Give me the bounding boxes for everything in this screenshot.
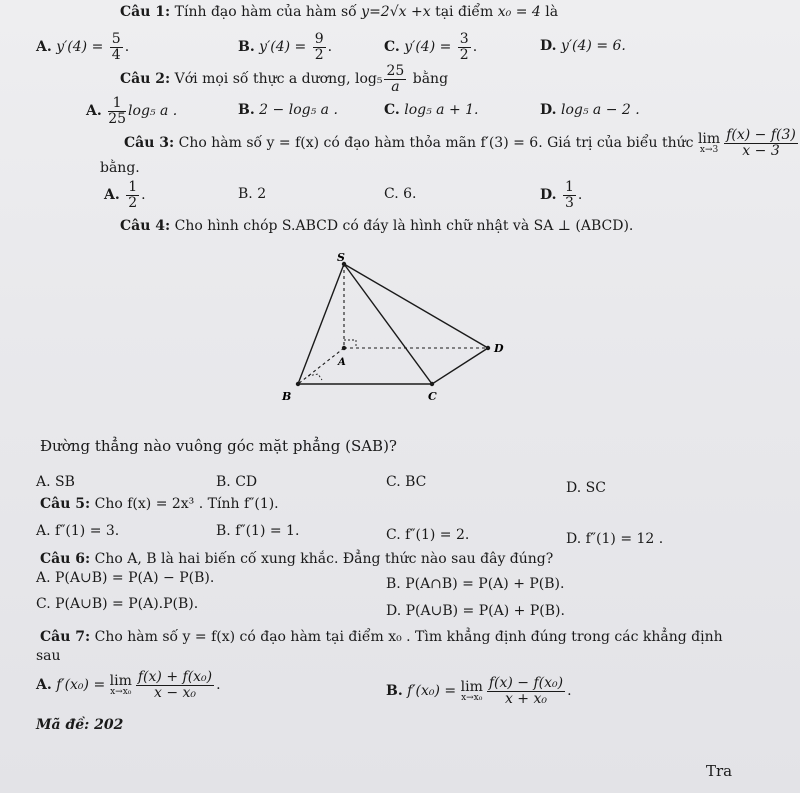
q4-option-c-text: C. BC bbox=[386, 474, 427, 490]
q5-option-c bbox=[386, 527, 469, 543]
vertex-B bbox=[296, 382, 300, 386]
q3-option-a-letter: A. bbox=[104, 187, 120, 204]
q1-option-b: B. y′(4) = $\frac{9}{2}$ . bbox=[238, 31, 333, 63]
q6-option-c-text: C. P(A∪B) = P(A).P(B). bbox=[36, 596, 199, 612]
q6-stem bbox=[40, 551, 553, 567]
vertex-A bbox=[342, 346, 346, 350]
q2-option-d-letter: D. bbox=[540, 102, 557, 118]
q4-question bbox=[40, 437, 397, 455]
q2-option-c-letter: C. bbox=[384, 102, 400, 118]
q4-label: Câu 4: bbox=[120, 218, 171, 234]
q2-option-b-letter: B. bbox=[238, 102, 255, 118]
q5-option-d bbox=[566, 531, 663, 547]
q4-option-d bbox=[566, 480, 606, 496]
q2-option-a-fraction: $\frac{1}{25}$ bbox=[108, 95, 127, 127]
q1-label: Câu 1: bbox=[120, 4, 171, 20]
q7-option-a-limit: lim x→x₀ bbox=[109, 672, 132, 697]
q6-option-d-text: D. P(A∪B) = P(A) + P(B). bbox=[386, 603, 565, 619]
label-A: A bbox=[338, 357, 346, 368]
q2-option-a bbox=[86, 96, 177, 126]
q1-option-a: A. y′(4) = $\frac{5}{4}$ . bbox=[36, 31, 130, 63]
q2-option-a-tail: log₅ a . bbox=[128, 103, 178, 120]
q6-option-d bbox=[386, 603, 565, 619]
q7-stem-text-2: sau bbox=[36, 648, 61, 664]
vertex-C bbox=[430, 382, 434, 386]
q7-option-b: B. f′(x₀) = lim x→x₀ $\frac{\text{f(x) − f(x₀)}}{\text{x + x₀}}$ . bbox=[386, 675, 572, 707]
q5-option-b-text: B. f″(1) = 1. bbox=[216, 523, 300, 539]
edge-SC bbox=[344, 264, 432, 384]
q1-stem-text-2: tại điểm bbox=[435, 4, 494, 20]
q3-stem bbox=[124, 128, 800, 158]
q2-fraction: $\frac{25}{a}$ bbox=[386, 63, 405, 95]
q7-stem-text: Cho hàm số y = f(x) có đạo hàm tại điểm x₀ . Tìm khẳng định đúng trong các khẳng định bbox=[94, 629, 723, 645]
vertex-D bbox=[486, 346, 490, 350]
q2-log: log₅ bbox=[354, 71, 383, 88]
pyramid-diagram bbox=[270, 252, 530, 412]
q2-option-b bbox=[238, 102, 338, 118]
exam-code: Mã đề: 202 bbox=[36, 717, 124, 733]
q3-option-d-fraction: $\frac{1}{3}$ bbox=[564, 179, 574, 211]
q2-option-b-text: 2 − log₅ a . bbox=[259, 102, 338, 118]
q7-option-b-fraction: $\frac{\text{f(x) − f(x₀)}}{\text{x + x₀}}$ bbox=[488, 675, 564, 707]
q5-stem bbox=[40, 496, 279, 512]
q1-option-c-letter: C. bbox=[384, 39, 400, 56]
q6-stem-text: Cho A, B là hai biến cố xung khắc. Đẳng thức nào sau đây đúng? bbox=[94, 551, 554, 567]
q3-fraction: $\frac{f(x) - f(3)}{x - 3}$ bbox=[726, 127, 796, 159]
q3-stem-continued bbox=[100, 160, 140, 176]
q1-option-b-text: y′(4) = bbox=[259, 39, 311, 56]
q2-stem-text: Với mọi số thực a dương, bbox=[174, 71, 351, 88]
q1-option-c-fraction: $\frac{3}{2}$ bbox=[459, 31, 469, 63]
q1-stem-text: Tính đạo hàm của hàm số bbox=[174, 4, 357, 20]
q1-option-c: C. y′(4) = $\frac{3}{2}$ . bbox=[384, 31, 478, 63]
q1-option-a-letter: A. bbox=[36, 39, 52, 56]
label-C: C bbox=[428, 390, 437, 403]
q3-limit: lim x→3 bbox=[697, 130, 721, 155]
edge-CD bbox=[432, 348, 488, 384]
q7-label: Câu 7: bbox=[40, 629, 91, 645]
q1-option-d bbox=[540, 38, 626, 54]
q5-option-a-text: A. f″(1) = 3. bbox=[36, 523, 120, 539]
q2-option-d bbox=[540, 102, 640, 118]
q7-option-a-pre: f′(x₀) = bbox=[56, 677, 106, 694]
q5-label: Câu 5: bbox=[40, 496, 91, 512]
q6-option-c bbox=[36, 596, 198, 612]
edge-SD bbox=[344, 264, 488, 348]
q4-option-d-text: D. SC bbox=[566, 480, 606, 496]
q2-stem bbox=[120, 64, 448, 94]
q4-question-text: Đường thẳng nào vuông góc mặt phẳng (SAB)? bbox=[40, 437, 397, 455]
q2-option-c-text: log₅ a + 1. bbox=[404, 102, 479, 118]
q6-option-b-text: B. P(A∩B) = P(A) + P(B). bbox=[386, 576, 565, 592]
q2-option-c bbox=[384, 102, 479, 118]
q7-option-a-letter: A. bbox=[36, 677, 52, 694]
q1-option-a-text: y′(4) = bbox=[56, 39, 108, 56]
q3-option-d: D. $\frac{1}{3}$ . bbox=[540, 179, 583, 211]
label-D: D bbox=[494, 342, 504, 355]
q4-option-b-text: B. CD bbox=[216, 474, 258, 490]
q1-option-c-text: y′(4) = bbox=[404, 39, 456, 56]
q4-stem bbox=[120, 218, 633, 234]
q6-option-a bbox=[36, 570, 214, 586]
q7-stem bbox=[40, 629, 723, 645]
q3-option-a: A. $\frac{1}{2}$ . bbox=[104, 179, 146, 211]
q2-option-a-letter: A. bbox=[86, 103, 102, 120]
q6-label: Câu 6: bbox=[40, 551, 91, 567]
q2-label: Câu 2: bbox=[120, 71, 171, 88]
q2-option-d-text: log₅ a − 2 . bbox=[560, 102, 640, 118]
q1-option-d-text: y′(4) = 6. bbox=[560, 38, 626, 54]
q5-option-b bbox=[216, 523, 299, 539]
q1-stem bbox=[120, 4, 558, 20]
q2-stem-text-2: bằng bbox=[412, 71, 449, 88]
q5-option-d-text: D. f″(1) = 12 . bbox=[566, 531, 664, 547]
q3-stem-text-2: bằng. bbox=[100, 160, 140, 176]
q5-stem-text: Cho f(x) = 2x³ . Tính f″(1). bbox=[94, 496, 279, 512]
q1-option-a-fraction: $\frac{5}{4}$ bbox=[111, 31, 121, 63]
q1-option-d-letter: D. bbox=[540, 38, 557, 54]
q7-option-b-letter: B. bbox=[386, 683, 403, 700]
q4-option-a-text: A. SB bbox=[36, 474, 75, 490]
q7-option-b-limit: lim x→x₀ bbox=[460, 678, 483, 703]
page-corner-text: Tra bbox=[706, 762, 733, 780]
q4-option-a bbox=[36, 474, 75, 490]
label-S: S bbox=[337, 251, 345, 264]
q1-option-b-fraction: $\frac{9}{2}$ bbox=[314, 31, 324, 63]
q3-option-c-text: C. 6. bbox=[384, 186, 417, 202]
q3-option-a-fraction: $\frac{1}{2}$ bbox=[128, 179, 138, 211]
label-B: B bbox=[282, 390, 292, 403]
q4-option-b bbox=[216, 474, 257, 490]
q7-stem-continued bbox=[36, 648, 61, 664]
q7-option-a: A. f′(x₀) = lim x→x₀ $\frac{\text{f(x) + f(x₀)}}{\text{x − x₀}}$ . bbox=[36, 669, 221, 701]
q4-stem-text: Cho hình chóp S.ABCD có đáy là hình chữ nhật và SA ⊥ (ABCD). bbox=[174, 218, 634, 234]
q4-option-c bbox=[386, 474, 426, 490]
q1-stem-text-3: là bbox=[545, 4, 559, 20]
q3-option-b bbox=[238, 186, 266, 202]
q3-label: Câu 3: bbox=[124, 135, 175, 152]
q6-option-b bbox=[386, 576, 564, 592]
q7-option-b-pre: f′(x₀) = bbox=[407, 683, 457, 700]
q7-option-a-fraction: $\frac{\text{f(x) + f(x₀)}}{\text{x − x₀}}$ bbox=[137, 669, 213, 701]
q5-option-c-text: C. f″(1) = 2. bbox=[386, 527, 470, 543]
q3-option-b-text: B. 2 bbox=[238, 186, 267, 202]
q5-option-a bbox=[36, 523, 119, 539]
q1-point: x₀ = 4 bbox=[497, 4, 541, 20]
q1-function: y=2√x +x bbox=[361, 4, 431, 20]
q3-option-d-letter: D. bbox=[540, 187, 557, 204]
q1-option-b-letter: B. bbox=[238, 39, 255, 56]
q6-option-a-text: A. P(A∪B) = P(A) − P(B). bbox=[36, 570, 215, 586]
q3-option-c bbox=[384, 186, 416, 202]
q3-stem-text: Cho hàm số y = f(x) có đạo hàm thỏa mãn f′(3) = 6. Giá trị của biểu thức bbox=[178, 135, 694, 152]
